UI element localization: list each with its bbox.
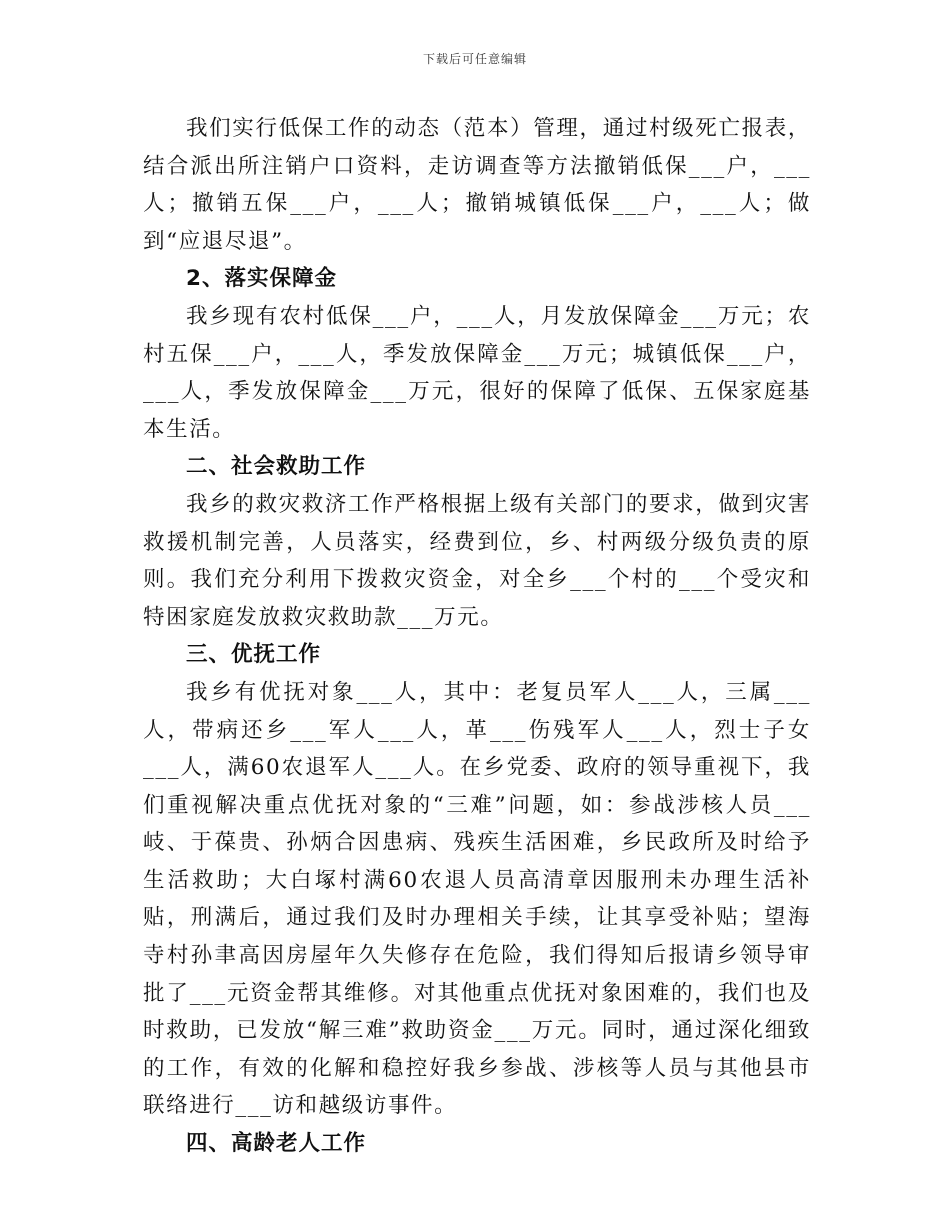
paragraph-preferential-care: 我乡有优抚对象___人，其中：老复员军人___人，三属___人，带病还乡___军人___人，革___伤残军人___人，烈士子女___人，满60农退军人___人。在乡党委、政府的领导重视下，我们重视解决重点优抚对象的“三难”问题，如：参战涉核人员___岐、于葆贵、孙炳合因患病、残疾生活困难，乡民政所及时给予生活救助；大白塚村满60农退人员高清章因服刑未办理生活补贴，刑满后，通过我们及时办理相关手续，让其享受补贴；望海寺村孙聿高因房屋年久失修存在危险，我们得知后报请乡领导审批了___元资金帮其维修。对其他重点优抚对象困难的，我们也及时救助，已发放“解三难”救助资金___万元。同时，通过深化细致的工作，有效的化解和稳控好我乡参战、涉核等人员与其他县市联络进行___访和越级访事件。	[143, 679, 811, 1119]
paragraph-dynamic-management: 我们实行低保工作的动态（范本）管理，通过村级死亡报表，结合派出所注销户口资料，走访调查等方法撤销低保___户，___人；撤销五保___户，___人；撤销城镇低保___户，___人；做到“应退尽退”。	[143, 116, 811, 254]
heading-preferential-care: 三、优抚工作	[186, 642, 322, 668]
paragraph-subsidy: 我乡现有农村低保___户，___人，月发放保障金___万元；农村五保___户，___人，季发放保障金___万元；城镇低保___户，___人，季发放保障金___万元，很好的保障了低保、五保家庭基本生活。	[143, 303, 811, 442]
document-body	[143, 110, 811, 1163]
heading-social-assistance: 二、社会救助工作	[186, 454, 367, 480]
page-header: 下载后可任意编辑	[422, 52, 527, 66]
heading-elderly-work: 四、高龄老人工作	[186, 1131, 367, 1157]
paragraph-social-assistance: 我乡的救灾救济工作严格根据上级有关部门的要求，做到灾害救援机制完善，人员落实，经费到位，乡、村两级分级负责的原则。我们充分利用下拨救灾资金，对全乡___个村的___个受灾和特困家庭发放救灾救助款___万元。	[143, 491, 811, 630]
heading-subsidy: 2、落实保障金	[186, 266, 337, 292]
